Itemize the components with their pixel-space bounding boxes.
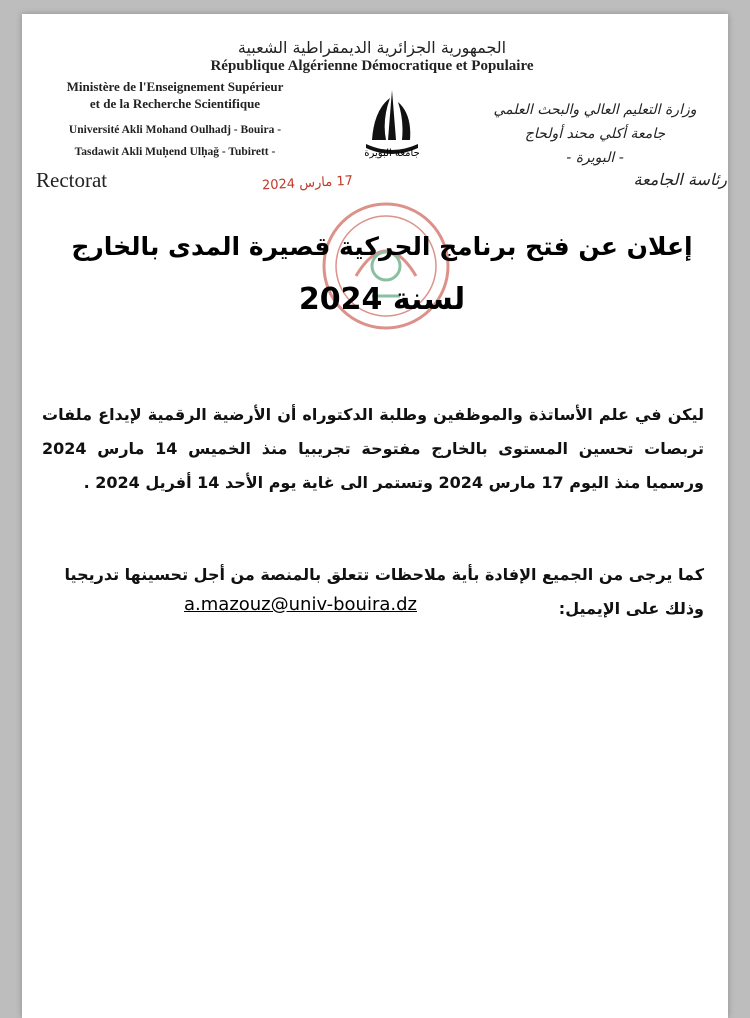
announcement-title: إعلان عن فتح برنامج الحركية قصيرة المدى بالخارج: [71, 232, 693, 261]
university-ar-line: جامعة أكلي محند أولحاج: [524, 126, 666, 142]
republic-title-fr: République Algérienne Démocratique et Populaire: [210, 58, 534, 74]
ministry-ar-line: وزارة التعليم العالي والبحث العلمي: [493, 102, 697, 118]
rectorat-ar-label: رئاسة الجامعة: [633, 170, 727, 189]
university-fr: Université Akli Mohand Oulhadj - Bouira -: [68, 124, 282, 136]
announcement-paragraph-2: كما يرجى من الجميع الإفادة بأية ملاحظات تتعلق بالمنصة من أجل تحسينها تدريجيا وذلك على الإيميل:: [64, 565, 704, 618]
logo-caption: جامعة البويرة: [364, 148, 420, 159]
date-stamp: 17 مارس 2024: [261, 173, 354, 194]
announcement-paragraph-1: ليكن في علم الأساتذة والموظفين وطلبة الدكتوراه أن الأرضية الرقمية لإيداع ملفات تربصات تحسين المستوى بالخارج مفتوحة تجريبيا منذ الخميس 14 مارس 2024 ورسميا منذ اليوم 17 مارس 2024 وتستمر الى غاية يوم الأحد 14 أفريل 2024 .: [42, 405, 704, 492]
document-page: [22, 14, 728, 1018]
announcement-year: لسنة 2024: [298, 282, 466, 317]
rectorat-label: Rectorat: [36, 168, 108, 192]
university-tamazight: Tasdawit Akli Muḥend Ulḥağ - Tubirett -: [74, 146, 276, 158]
ministry-ar: [470, 98, 720, 170]
contact-email-link[interactable]: a.mazouz@univ-bouira.dz: [184, 594, 417, 615]
republic-title-ar: الجمهورية الجزائرية الديمقراطية الشعبية: [237, 38, 507, 57]
ministry-fr: [30, 78, 320, 112]
ministry-line-1: Ministère de l'Enseignement Supérieur: [66, 79, 284, 94]
ministry-line-2: et de la Recherche Scientifique: [89, 96, 261, 111]
city-ar-line: - البويرة -: [566, 150, 624, 166]
